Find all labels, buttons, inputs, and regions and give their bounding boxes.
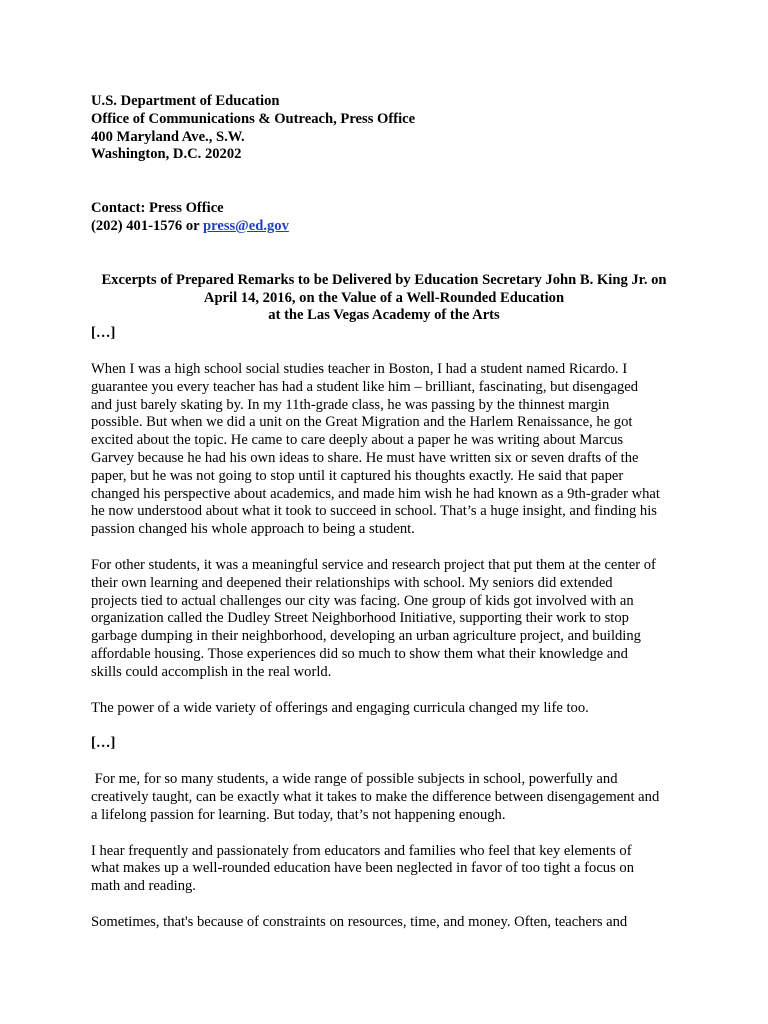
text-line: math and reading.	[91, 878, 196, 895]
text-line: organization called the Dudley Street Neighborhood Initiative, supporting their work to stop	[91, 610, 629, 627]
text-line: projects tied to actual challenges our city was facing. One group of kids got involved with an	[91, 592, 634, 609]
contact-label: Contact: Press Office	[91, 200, 224, 217]
text-line: Garvey because he had his own ideas to share. He must have written six or seven drafts of the	[91, 449, 639, 466]
address-line: 400 Maryland Ave., S.W.	[91, 128, 245, 145]
text-line: When I was a high school social studies teacher in Boston, I had a student named Ricardo. I	[91, 360, 628, 377]
heading-line: April 14, 2016, on the Value of a Well-Rounded Education	[203, 289, 565, 306]
heading-line: Excerpts of Prepared Remarks to be Delivered by Education Secretary John B. King Jr. on	[101, 271, 667, 288]
text-line: Sometimes, that's because of constraints on resources, time, and money. Often, teachers and	[91, 913, 628, 930]
text-line: paper, but he was not going to stop until it captured his thoughts exactly. He said that paper	[91, 467, 624, 484]
heading-line: at the Las Vegas Academy of the Arts	[268, 307, 500, 324]
text-line: garbage dumping in their neighborhood, developing an urban agriculture project, and building	[91, 628, 641, 645]
contact-phone: (202) 401-1576 or	[91, 217, 204, 234]
text-line: passion changed his whole approach to being a student.	[91, 521, 415, 538]
text-line: and just barely skating by. In my 11th-grade class, he was passing by the thinnest margin	[91, 396, 610, 413]
omission-marker: […]	[91, 325, 116, 342]
letterhead-address	[91, 93, 691, 164]
address-line: Washington, D.C. 20202	[91, 146, 242, 163]
text-line: I hear frequently and passionately from educators and families who feel that key elements of	[91, 842, 632, 859]
paragraph-5	[91, 843, 691, 896]
text-line: he now understood about what it took to succeed in school. That’s a huge insight, and finding his	[91, 503, 657, 520]
paragraph-4	[91, 771, 691, 824]
paragraph-2	[91, 557, 691, 682]
remarks-heading	[91, 272, 677, 325]
contact-block	[91, 200, 691, 236]
paragraph-1	[91, 361, 691, 539]
text-line: their own learning and deepened their relationships with school. My seniors did extended	[91, 574, 613, 591]
text-line: affordable housing. Those experiences did so much to show them what their knowledge and	[91, 645, 628, 662]
text-line: possible. But when we did a unit on the Great Migration and the Harlem Renaissance, he got	[91, 414, 633, 431]
text-line: guarantee you every teacher has had a student like him – brilliant, fascinating, but disengaged	[91, 378, 639, 395]
omission-marker: […]	[91, 735, 116, 752]
paragraph-6	[91, 914, 691, 932]
address-line: Office of Communications & Outreach, Press Office	[91, 110, 416, 127]
text-line: what makes up a well-rounded education have been neglected in favor of too tight a focus on	[91, 860, 635, 877]
email-link[interactable]: press@ed.gov	[203, 217, 289, 234]
contact-phone-line	[91, 218, 691, 236]
text-line: changed his perspective about academics, and made him wish he had known as a 9th-grader what	[91, 485, 660, 502]
text-line: skills could accomplish in the real world.	[91, 663, 332, 680]
paragraph-3	[91, 700, 691, 718]
text-line: The power of a wide variety of offerings and engaging curricula changed my life too.	[91, 699, 589, 716]
text-line: a lifelong passion for learning. But today, that’s not happening enough.	[91, 806, 506, 823]
address-line: U.S. Department of Education	[91, 93, 280, 109]
document-body	[91, 93, 691, 932]
text-line: creatively taught, can be exactly what it takes to make the difference between disengagement and	[91, 788, 660, 805]
text-line: excited about the topic. He came to care deeply about a paper he was writing about Marcus	[91, 432, 624, 449]
text-line: For me, for so many students, a wide range of possible subjects in school, powerfully and	[91, 771, 618, 788]
text-line: For other students, it was a meaningful service and research project that put them at the center of	[91, 556, 656, 573]
